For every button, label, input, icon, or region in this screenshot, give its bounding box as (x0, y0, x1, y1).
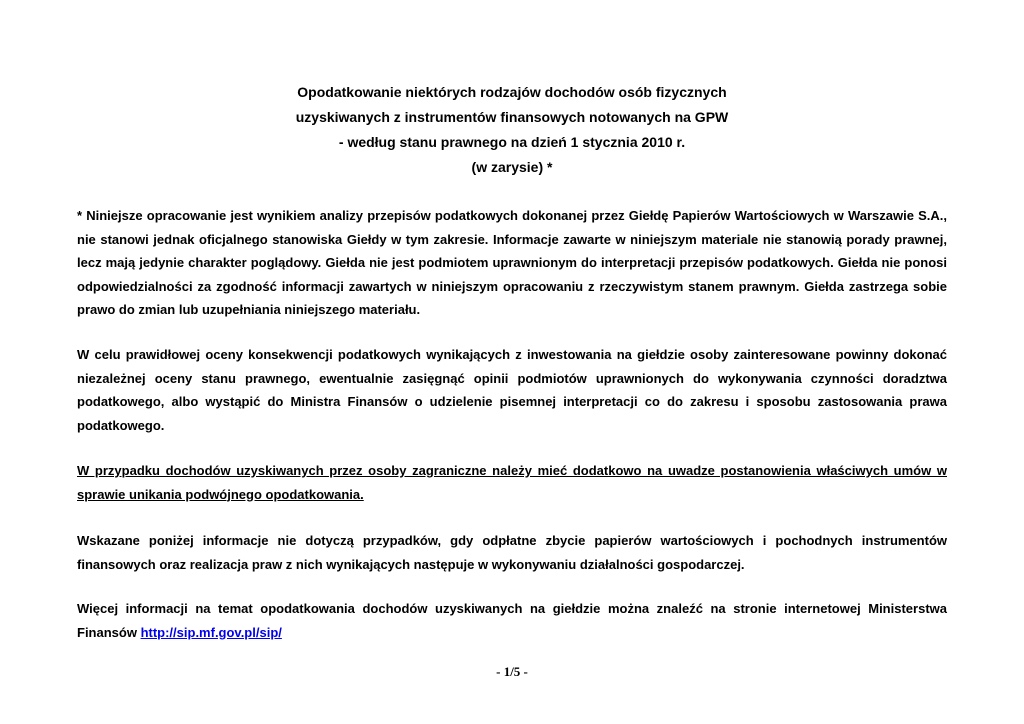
disclaimer-paragraph: * Niniejsze opracowanie jest wynikiem analizy przepisów podatkowych dokonanej przez Giełdę Papierów Wartościowych w Warszawie S.A., nie stanowi jednak oficjalnego stanowiska Giełdy w tym zakresie. Informacje zawarte w niniejszym materiale nie stanowią porady prawnej, lecz mają jedynie charakter poglądowy. Giełda nie jest podmiotem uprawnionym do interpretacji przepisów podatkowych. Giełda nie ponosi odpowiedzialności za zgodność informacji zawartych w niniejszym opracowaniu z rzeczywistym stanem prawnym. Giełda zastrzega sobie prawo do zmian lub uzupełniania niniejszego materiału. (77, 208, 947, 317)
title-line-3: - według stanu prawnego na dzień 1 stycznia 2010 r. (338, 134, 686, 150)
document-title (0, 80, 1024, 180)
title-line-4: (w zarysie) * (471, 159, 553, 175)
advice-paragraph: W celu prawidłowej oceny konsekwencji podatkowych wynikających z inwestowania na giełdzie osoby zainteresowane powinny dokonać niezależnej oceny stanu prawnego, ewentualnie zasięgnąć opinii podmiotów uprawnionych do wykonywania czynności doradztwa podatkowego, albo wystąpić do Ministra Finansów o udzielenie pisemnej interpretacji co do zakresu i sposobu zastosowania prawa podatkowego. (77, 347, 947, 433)
title-line-1: Opodatkowanie niektórych rodzajów dochodów osób fizycznych (297, 84, 727, 100)
more-info-paragraph (77, 597, 947, 644)
ministry-link[interactable]: http://sip.mf.gov.pl/sip/ (140, 624, 282, 640)
page-number: - 1/5 - (496, 664, 528, 679)
title-line-2: uzyskiwanych z instrumentów finansowych notowanych na GPW (295, 109, 729, 125)
more-info-text: Więcej informacji na temat opodatkowania dochodów uzyskiwanych na giełdzie można znaleźć na stronie internetowej Ministerstwa Finansów (77, 601, 947, 640)
foreign-note-paragraph: W przypadku dochodów uzyskiwanych przez osoby zagraniczne należy mieć dodatkowo na uwadze postanowienia właściwych umów w sprawie unikania podwójnego opodatkowania. (77, 463, 947, 502)
scope-note-paragraph: Wskazane poniżej informacje nie dotyczą przypadków, gdy odpłatne zbycie papierów wartościowych i pochodnych instrumentów finansowych oraz realizacja praw z nich wynikających następuje w wykonywaniu działalności gospodarczej. (77, 533, 947, 572)
